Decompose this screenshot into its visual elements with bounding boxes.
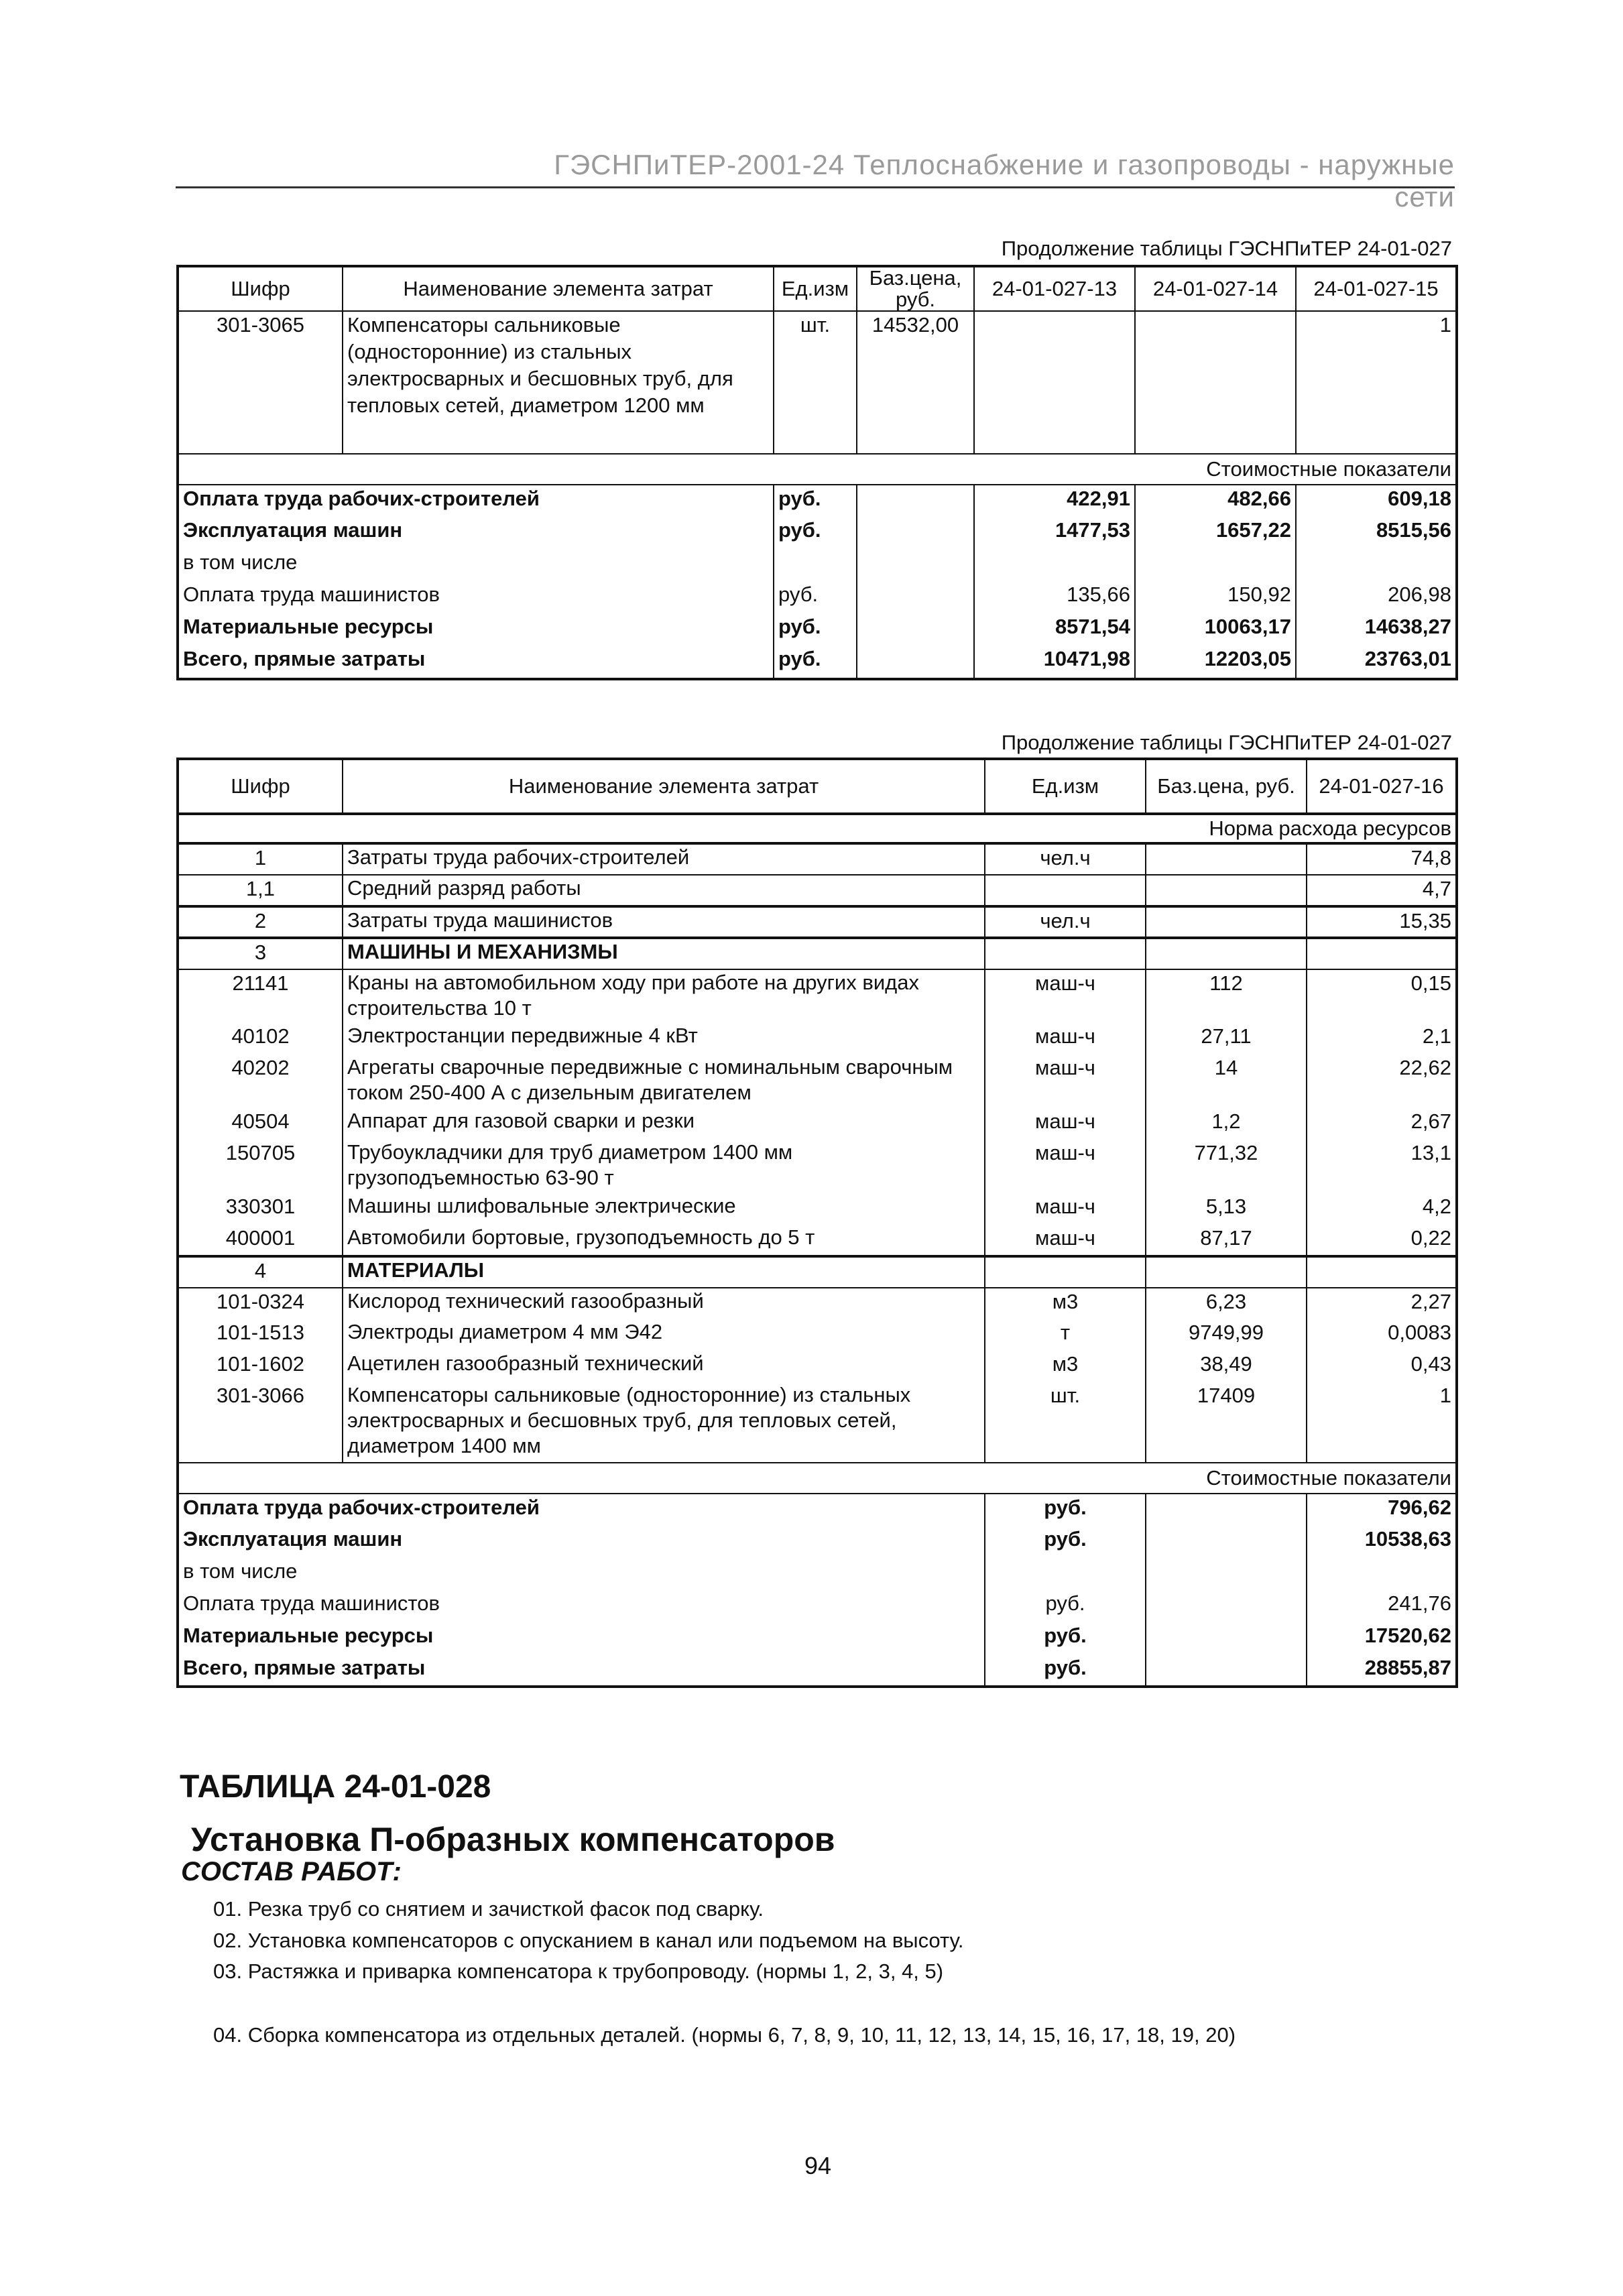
cost-empty (1146, 1494, 1307, 1526)
cost-unit: руб. (985, 1526, 1146, 1558)
resource-row (178, 906, 1457, 938)
resource-name: Ацетилен газообразный технический (343, 1351, 985, 1382)
t1-cost-c2: 482,66 (1135, 485, 1296, 517)
table-title: ТАБЛИЦА 24-01-028 (180, 1769, 491, 1805)
resource-row (178, 969, 1457, 1023)
resource-unit: чел.ч (985, 906, 1146, 938)
resource-norm: 2,67 (1307, 1108, 1457, 1140)
resource-price: 38,49 (1146, 1351, 1307, 1382)
works-title: СОСТАВ РАБОТ: (181, 1857, 402, 1886)
resource-code: 40202 (178, 1054, 343, 1108)
t1-h-name: Наименование элемента затрат (343, 266, 774, 311)
t2-cost-header: Стоимостные показатели (178, 1463, 1457, 1494)
t1-cost-c3: 23763,01 (1296, 646, 1457, 679)
resource-row (178, 1225, 1457, 1256)
resource-row (178, 843, 1457, 875)
cost-value: 241,76 (1307, 1590, 1457, 1622)
t1-row-c3: 1 (1296, 311, 1457, 454)
t1-cost-header: Стоимостные показатели (178, 454, 1457, 485)
t1-row-name-line: тепловых сетей, диаметром 1200 мм (347, 394, 705, 417)
resource-row (178, 1319, 1457, 1351)
resource-unit: маш-ч (985, 1225, 1146, 1256)
resource-norm (1307, 938, 1457, 969)
cost-unit (985, 1558, 1146, 1590)
t1-cost-c3 (1296, 549, 1457, 581)
t2-h-name: Наименование элемента затрат (343, 759, 985, 814)
cost-empty (1146, 1558, 1307, 1590)
t1-row-c2 (1135, 311, 1296, 454)
cost-unit: руб. (985, 1590, 1146, 1622)
work-item: 03. Растяжка и приварка компенсатора к трубопроводу. (нормы 1, 2, 3, 4, 5) (213, 1959, 944, 1983)
resource-name: Автомобили бортовые, грузоподъемность до 5 т (343, 1225, 985, 1256)
resource-unit: маш-ч (985, 1193, 1146, 1225)
resource-price: 27,11 (1146, 1023, 1307, 1054)
resource-norm: 4,2 (1307, 1193, 1457, 1225)
resource-price: 5,13 (1146, 1193, 1307, 1225)
t1-cost-c2: 150,92 (1135, 581, 1296, 613)
resource-norm: 74,8 (1307, 843, 1457, 875)
resource-name: Компенсаторы сальниковые (односторонние) из стальных электросварных и бесшовных труб, для тепловых сетей, диаметром 1400 мм (343, 1382, 985, 1463)
resource-norm: 0,0083 (1307, 1319, 1457, 1351)
resource-price: 771,32 (1146, 1140, 1307, 1193)
resource-unit: маш-ч (985, 1108, 1146, 1140)
cost-value: 28855,87 (1307, 1654, 1457, 1687)
t1-cost-label: Оплата труда машинистов (178, 581, 774, 613)
t2-h-price: Баз.цена, руб. (1146, 759, 1307, 814)
t1-cost-label: Материальные ресурсы (178, 613, 774, 646)
resource-unit: маш-ч (985, 1054, 1146, 1108)
cost-value (1307, 1558, 1457, 1590)
t1-cost-empty (857, 485, 974, 517)
resource-row (178, 1256, 1457, 1288)
resource-code: 21141 (178, 969, 343, 1023)
resource-code: 150705 (178, 1140, 343, 1193)
t1-h-c3: 24-01-027-15 (1296, 266, 1457, 311)
resource-code: 101-1513 (178, 1319, 343, 1351)
resource-unit: т (985, 1319, 1146, 1351)
running-header: ГЭСНПиТЕР-2001-24 Теплоснабжение и газопроводы - наружные сети (554, 149, 1455, 213)
resource-code: 1 (178, 843, 343, 875)
work-item: 01. Резка труб со снятием и зачисткой фасок под сварку. (213, 1897, 764, 1921)
resource-unit: м3 (985, 1351, 1146, 1382)
cost-value: 17520,62 (1307, 1622, 1457, 1654)
resource-code: 101-0324 (178, 1288, 343, 1319)
resource-name: Электроды диаметром 4 мм Э42 (343, 1319, 985, 1351)
t1-h-c1: 24-01-027-13 (974, 266, 1135, 311)
resource-norm: 0,22 (1307, 1225, 1457, 1256)
cost-unit: руб. (985, 1494, 1146, 1526)
resource-price: 112 (1146, 969, 1307, 1023)
t1-cost-c2: 10063,17 (1135, 613, 1296, 646)
work-item: 04. Сборка компенсатора из отдельных деталей. (нормы 6, 7, 8, 9, 10, 11, 12, 13, 14, 15, 16, 17, 18, 19, 20) (213, 2023, 1236, 2047)
resource-norm (1307, 1256, 1457, 1288)
resource-price: 87,17 (1146, 1225, 1307, 1256)
table1-continuation: Продолжение таблицы ГЭСНПиТЕР 24-01-027 (1001, 237, 1452, 260)
cost-label: Материальные ресурсы (178, 1622, 985, 1654)
t1-cost-unit: руб. (774, 646, 857, 679)
resource-unit (985, 875, 1146, 906)
t2-h-code: Шифр (178, 759, 343, 814)
resource-row (178, 1288, 1457, 1319)
resource-name: МАТЕРИАЛЫ (343, 1256, 985, 1288)
resource-norm: 2,27 (1307, 1288, 1457, 1319)
resource-code: 40102 (178, 1023, 343, 1054)
t1-cost-c2 (1135, 549, 1296, 581)
resource-row (178, 1351, 1457, 1382)
resource-code: 330301 (178, 1193, 343, 1225)
resource-name: Агрегаты сварочные передвижные с номинальным сварочным током 250-400 А с дизельным двигателем (343, 1054, 985, 1108)
resource-name: Средний разряд работы (343, 875, 985, 906)
resource-price (1146, 843, 1307, 875)
t1-cost-empty (857, 549, 974, 581)
resource-price: 17409 (1146, 1382, 1307, 1463)
cost-unit: руб. (985, 1622, 1146, 1654)
resource-unit (985, 938, 1146, 969)
t1-h-c2: 24-01-027-14 (1135, 266, 1296, 311)
resource-name: Трубоукладчики для труб диаметром 1400 мм грузоподъемностью 63-90 т (343, 1140, 985, 1193)
t1-h-unit: Ед.изм (774, 266, 857, 311)
t1-cost-unit: руб. (774, 613, 857, 646)
resource-row (178, 1193, 1457, 1225)
table1 (176, 265, 1458, 680)
cost-row (178, 1654, 1457, 1687)
resource-name: Затраты труда машинистов (343, 906, 985, 938)
work-item: 02. Установка компенсаторов с опусканием в канал или подъемом на высоту. (213, 1929, 964, 1952)
resource-row (178, 938, 1457, 969)
resource-code: 400001 (178, 1225, 343, 1256)
t1-cost-c3: 206,98 (1296, 581, 1457, 613)
t1-cost-unit (774, 549, 857, 581)
resource-name: Электростанции передвижные 4 кВт (343, 1023, 985, 1054)
resource-name: Затраты труда рабочих-строителей (343, 843, 985, 875)
resource-code: 40504 (178, 1108, 343, 1140)
t1-cost-label: в том числе (178, 549, 774, 581)
resource-unit: маш-ч (985, 1140, 1146, 1193)
resource-name: Машины шлифовальные электрические (343, 1193, 985, 1225)
t1-cost-c1: 10471,98 (974, 646, 1135, 679)
cost-empty (1146, 1590, 1307, 1622)
t1-cost-c1: 422,91 (974, 485, 1135, 517)
cost-empty (1146, 1654, 1307, 1687)
header-rule (176, 186, 1455, 188)
resource-code: 301-3066 (178, 1382, 343, 1463)
t1-cost-c2: 12203,05 (1135, 646, 1296, 679)
resource-row (178, 1140, 1457, 1193)
resource-price: 9749,99 (1146, 1319, 1307, 1351)
t1-cost-label: Оплата труда рабочих-строителей (178, 485, 774, 517)
t1-row-code: 301-3065 (178, 311, 343, 454)
t1-cost-label: Эксплуатация машин (178, 517, 774, 549)
cost-empty (1146, 1526, 1307, 1558)
t1-cost-c1: 135,66 (974, 581, 1135, 613)
t1-row-unit: шт. (774, 311, 857, 454)
resource-price: 14 (1146, 1054, 1307, 1108)
resource-unit: чел.ч (985, 843, 1146, 875)
cost-label: Оплата труда рабочих-строителей (178, 1494, 985, 1526)
cost-unit: руб. (985, 1654, 1146, 1687)
resource-norm: 15,35 (1307, 906, 1457, 938)
t1-h-price: Баз.цена, руб. (857, 266, 974, 311)
resource-norm: 22,62 (1307, 1054, 1457, 1108)
resource-price: 1,2 (1146, 1108, 1307, 1140)
resource-code: 1,1 (178, 875, 343, 906)
t1-cost-empty (857, 646, 974, 679)
resource-row (178, 1108, 1457, 1140)
cost-row (178, 1494, 1457, 1526)
resource-unit: м3 (985, 1288, 1146, 1319)
resource-price (1146, 938, 1307, 969)
resource-name: Аппарат для газовой сварки и резки (343, 1108, 985, 1140)
t1-cost-c3: 14638,27 (1296, 613, 1457, 646)
t1-row-name-line: электросварных и бесшовных труб, для (347, 367, 733, 390)
t1-row-name (343, 311, 774, 454)
resource-norm: 4,7 (1307, 875, 1457, 906)
resource-norm: 0,15 (1307, 969, 1457, 1023)
t1-cost-unit: руб. (774, 581, 857, 613)
cost-row (178, 1526, 1457, 1558)
t1-cost-c1: 8571,54 (974, 613, 1135, 646)
resource-price (1146, 1256, 1307, 1288)
table2 (176, 758, 1458, 1688)
t1-cost-c1 (974, 549, 1135, 581)
resource-unit: маш-ч (985, 969, 1146, 1023)
section-subtitle: Установка П-образных компенсаторов (191, 1821, 835, 1858)
resource-unit (985, 1256, 1146, 1288)
cost-label: Всего, прямые затраты (178, 1654, 985, 1687)
t1-cost-unit: руб. (774, 517, 857, 549)
t1-cost-empty (857, 613, 974, 646)
t1-cost-empty (857, 517, 974, 549)
resource-row (178, 875, 1457, 906)
resource-price (1146, 906, 1307, 938)
resource-row (178, 1382, 1457, 1463)
cost-row (178, 1590, 1457, 1622)
t1-row-name-line: Компенсаторы сальниковые (347, 313, 621, 337)
resource-row (178, 1054, 1457, 1108)
resource-code: 2 (178, 906, 343, 938)
page-number: 94 (804, 2152, 832, 2179)
resource-norm: 13,1 (1307, 1140, 1457, 1193)
t1-cost-unit: руб. (774, 485, 857, 517)
cost-value: 796,62 (1307, 1494, 1457, 1526)
cost-row (178, 1558, 1457, 1590)
cost-label: Оплата труда машинистов (178, 1590, 985, 1622)
t1-row-name-line: (односторонние) из стальных (347, 340, 632, 363)
cost-row (178, 1622, 1457, 1654)
t1-h-code: Шифр (178, 266, 343, 311)
t2-norm-header: Норма расхода ресурсов (178, 814, 1457, 843)
t1-cost-c3: 8515,56 (1296, 517, 1457, 549)
resource-norm: 0,43 (1307, 1351, 1457, 1382)
resource-name: МАШИНЫ И МЕХАНИЗМЫ (343, 938, 985, 969)
resource-name: Кислород технический газообразный (343, 1288, 985, 1319)
cost-empty (1146, 1622, 1307, 1654)
resource-code: 4 (178, 1256, 343, 1288)
resource-norm: 2,1 (1307, 1023, 1457, 1054)
cost-value: 10538,63 (1307, 1526, 1457, 1558)
resource-unit: маш-ч (985, 1023, 1146, 1054)
t2-h-unit: Ед.изм (985, 759, 1146, 814)
resource-code: 3 (178, 938, 343, 969)
table2-continuation: Продолжение таблицы ГЭСНПиТЕР 24-01-027 (1001, 731, 1452, 754)
cost-label: в том числе (178, 1558, 985, 1590)
resource-unit: шт. (985, 1382, 1146, 1463)
t1-cost-empty (857, 581, 974, 613)
resource-norm: 1 (1307, 1382, 1457, 1463)
t1-cost-c1: 1477,53 (974, 517, 1135, 549)
t1-cost-c3: 609,18 (1296, 485, 1457, 517)
t1-cost-label: Всего, прямые затраты (178, 646, 774, 679)
resource-price: 6,23 (1146, 1288, 1307, 1319)
t1-row-c1 (974, 311, 1135, 454)
cost-label: Эксплуатация машин (178, 1526, 985, 1558)
resource-price (1146, 875, 1307, 906)
resource-row (178, 1023, 1457, 1054)
t2-h-c1: 24-01-027-16 (1307, 759, 1457, 814)
t1-row-price: 14532,00 (857, 311, 974, 454)
resource-name: Краны на автомобильном ходу при работе на других видах строительства 10 т (343, 969, 985, 1023)
t1-cost-c2: 1657,22 (1135, 517, 1296, 549)
resource-code: 101-1602 (178, 1351, 343, 1382)
